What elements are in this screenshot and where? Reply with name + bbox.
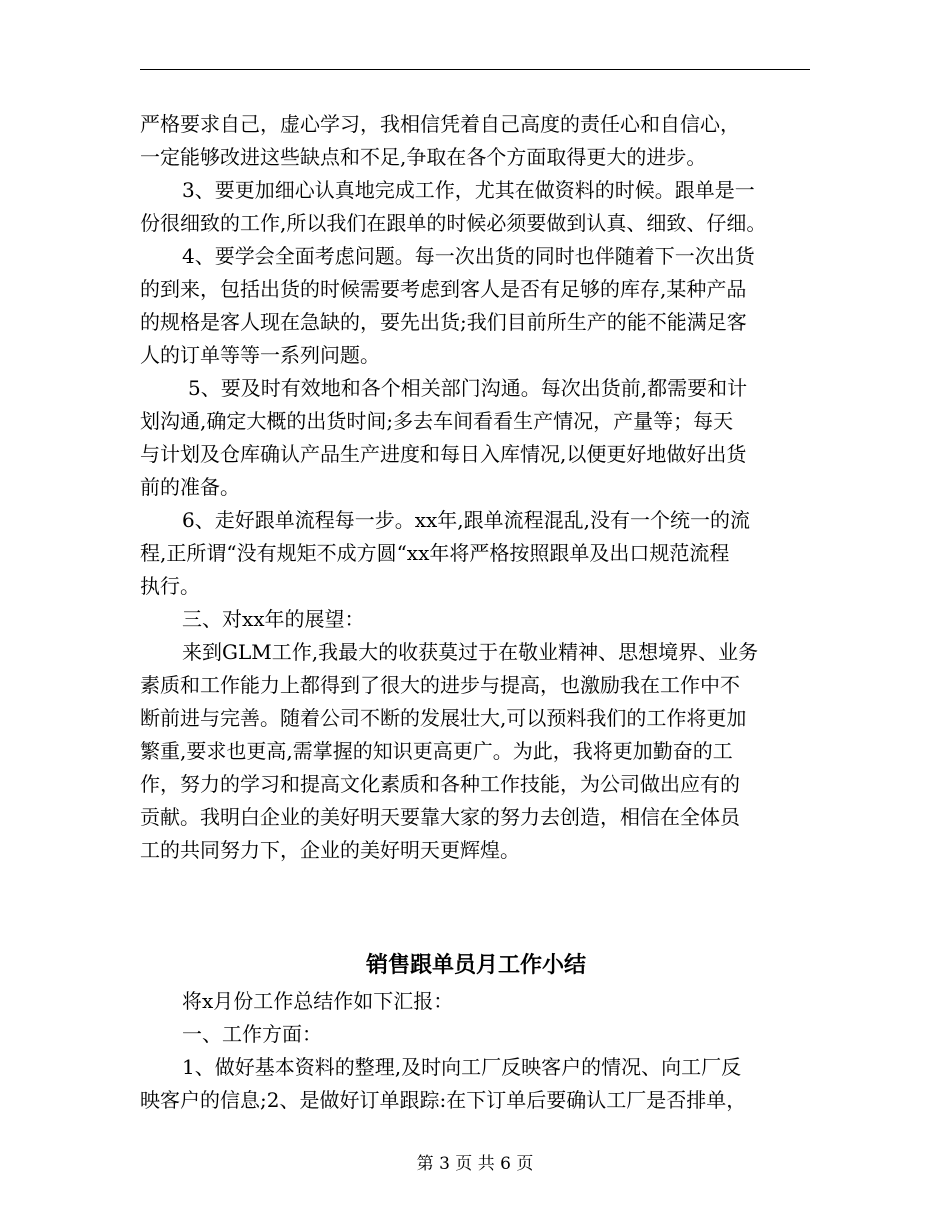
paragraph-line: 一定能够改进这些缺点和不足,争取在各个方面取得更大的进步。 [140,145,707,169]
paragraph-line: 4、要学会全面考虑问题。每一次出货的同时也伴随着下一次出货 [182,244,755,268]
paragraph-line: 5、要及时有效地和各个相关部门沟通。每次出货前,都需要和计 [188,376,748,400]
paragraph-line: 作，努力的学习和提高文化素质和各种工作技能，为公司做出应有的 [140,772,740,796]
section-gap [140,867,812,945]
paragraph-line: 程,正所谓“没有规矩不成方圆“xx年将严格按照跟单及出口规范流程 [140,541,730,565]
header-rule [140,69,810,70]
paragraph-line: 将x月份工作总结作如下汇报： [182,989,454,1013]
paragraph-line: 工的共同努力下，企业的美好明天更辉煌。 [140,838,520,862]
paragraph-line: 3、要更加细心认真地完成工作，尤其在做资料的时候。跟单是一 [182,178,755,202]
paragraph-line: 的到来，包括出货的时候需要考虑到客人是否有足够的库存,某种产品 [140,277,747,301]
paragraph-line: 份很细致的工作,所以我们在跟单的时候必须要做到认真、细致、仔细。 [140,211,767,235]
paragraph-line: 繁重,要求也更高,需掌握的知识更高更广。为此，我将更加勤奋的工 [140,739,733,763]
paragraph-line: 与计划及仓库确认产品生产进度和每日入库情况,以便更好地做好出货 [140,442,747,466]
section-title: 销售跟单员月工作小结 [365,952,586,978]
paragraph-line: 前的准备。 [140,475,240,499]
document-body [140,108,812,1117]
paragraph-line: 划沟通,确定大概的出货时间;多去车间看看生产情况，产量等；每天 [140,409,734,433]
section-heading: 一、工作方面： [182,1022,322,1046]
paragraph-line: 断前进与完善。随着公司不断的发展壮大,可以预料我们的工作将更加 [140,706,747,730]
paragraph-line: 的规格是客人现在急缺的，要先出货;我们目前所生产的能不能满足客 [140,310,747,334]
paragraph-line: 来到GLM工作,我最大的收获莫过于在敬业精神、思想境界、业务 [182,640,759,664]
paragraph-line: 素质和工作能力上都得到了很大的进步与提高，也激励我在工作中不 [140,673,740,697]
paragraph-line: 1、做好基本资料的整理,及时向工厂反映客户的情况、向工厂反 [182,1055,742,1079]
section-heading: 三、对xx年的展望： [182,607,365,631]
paragraph-line: 人的订单等等一系列问题。 [140,343,380,367]
paragraph-line: 映客户的信息;2、是做好订单跟踪:在下订单后要确认工厂是否排单， [140,1088,747,1112]
paragraph-line: 6、走好跟单流程每一步。xx年,跟单流程混乱,没有一个统一的流 [182,508,750,532]
paragraph-line: 执行。 [140,574,200,598]
paragraph-line: 严格要求自己，虚心学习，我相信凭着自己高度的责任心和自信心， [140,112,740,136]
paragraph-line: 贡献。我明白企业的美好明天要靠大家的努力去创造，相信在全体员 [140,805,740,829]
page-number: 第 3 页 共 6 页 [416,1154,534,1174]
